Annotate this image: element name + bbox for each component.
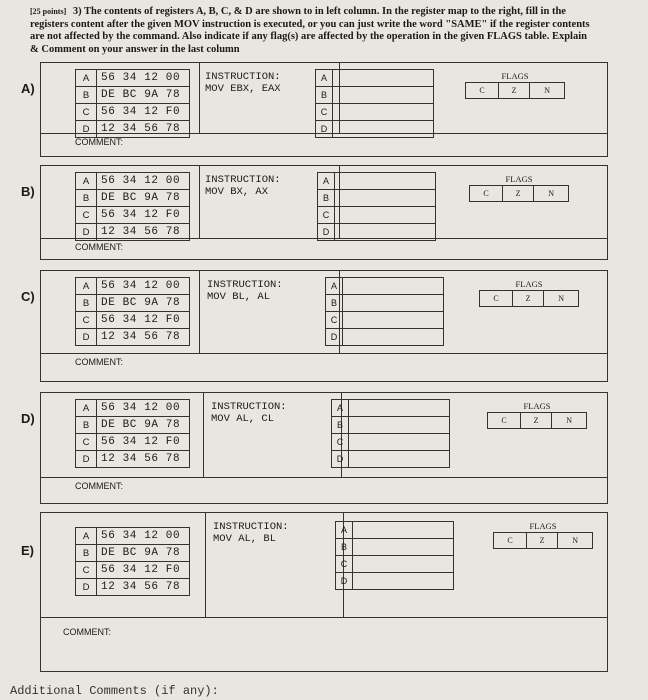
answer-cell-d[interactable] [335,224,436,241]
register-table: A 56 34 12 00 B DE BC 9A 78 C 56 34 12 F0 D 12 34 56 78 [75,527,190,596]
answer-register-map[interactable]: A B C D [317,172,436,241]
problem-b [21,165,608,260]
problem-label: B) [21,184,35,199]
register-table: A 56 34 12 00 B DE BC 9A 78 C 56 34 12 F0 D 12 34 56 78 [75,172,190,241]
instruction-block: INSTRUCTION: MOV BL, AL [207,279,283,303]
answer-cell-c[interactable] [333,104,434,121]
flags-table[interactable]: FLAGS C Z N [465,71,565,99]
problem-a [21,62,608,157]
answer-cell-d[interactable] [343,329,444,346]
instruction-text: MOV BX, AX [205,186,269,198]
comment-label: COMMENT: [75,137,123,147]
problem-label: E) [21,543,34,558]
flags-table[interactable]: FLAGS C Z N [469,174,569,202]
answer-cell-c[interactable] [349,434,450,451]
comment-label: COMMENT: [75,357,123,367]
answer-cell-b[interactable] [335,190,436,207]
answer-cell-c[interactable] [353,556,454,573]
instruction-block: INSTRUCTION: MOV AL, BL [213,521,289,545]
answer-cell-a[interactable] [353,522,454,539]
flags-table[interactable]: FLAGS C Z N [493,521,593,549]
problem-c [21,270,608,382]
comment-label: COMMENT: [75,242,123,252]
instruction-block: INSTRUCTION: MOV EBX, EAX [205,71,281,95]
answer-register-map[interactable]: A B C D [315,69,434,138]
answer-cell-b[interactable] [349,417,450,434]
points-label: [25 points] [30,7,67,16]
register-table: A 56 34 12 00 B DE BC 9A 78 C 56 34 12 F0 D 12 34 56 78 [75,277,190,346]
instruction-block: INSTRUCTION: MOV BX, AX [205,174,281,198]
question-text: 3) The contents of registers A, B, C, & D are shown to in left column. In the register map to the right, fill in the registers content after the given MOV instruction is executed, or you can just write the word "SAME" if the register contents are not affected by the command. Also indicate if any flag(s) are affected by the operation in the given FLAGS table. Explain & Comment on your answer in the last column [30,6,590,55]
instruction-text: MOV AL, BL [213,533,277,545]
answer-cell-d[interactable] [353,573,454,590]
comment-label: COMMENT: [75,481,123,491]
instruction-text: MOV AL, CL [211,413,275,425]
answer-cell-a[interactable] [343,278,444,295]
answer-cell-a[interactable] [349,400,450,417]
comment-label: COMMENT: [63,627,111,637]
question-header [30,6,590,56]
answer-cell-a[interactable] [335,173,436,190]
answer-cell-a[interactable] [333,70,434,87]
answer-cell-c[interactable] [335,207,436,224]
answer-cell-c[interactable] [343,312,444,329]
answer-cell-d[interactable] [333,121,434,138]
problem-label: A) [21,81,35,96]
answer-cell-b[interactable] [353,539,454,556]
instruction-text: MOV BL, AL [207,291,271,303]
flags-table[interactable]: FLAGS C Z N [487,401,587,429]
register-table: A 56 34 12 00 B DE BC 9A 78 C 56 34 12 F0 D 12 34 56 78 [75,399,190,468]
problem-label: C) [21,289,35,304]
problem-e [21,512,608,672]
answer-register-map[interactable]: A B C D [335,521,454,590]
register-table: A 56 34 12 00 B DE BC 9A 78 C 56 34 12 F0 D 12 34 56 78 [75,69,190,138]
answer-cell-b[interactable] [343,295,444,312]
answer-cell-b[interactable] [333,87,434,104]
answer-register-map[interactable]: A B C D [325,277,444,346]
instruction-text: MOV EBX, EAX [205,83,281,95]
flags-table[interactable]: FLAGS C Z N [479,279,579,307]
answer-register-map[interactable]: A B C D [331,399,450,468]
additional-comments-label: Additional Comments (if any): [10,684,219,698]
problem-d [21,392,608,504]
problem-label: D) [21,411,35,426]
instruction-block: INSTRUCTION: MOV AL, CL [211,401,287,425]
answer-cell-d[interactable] [349,451,450,468]
